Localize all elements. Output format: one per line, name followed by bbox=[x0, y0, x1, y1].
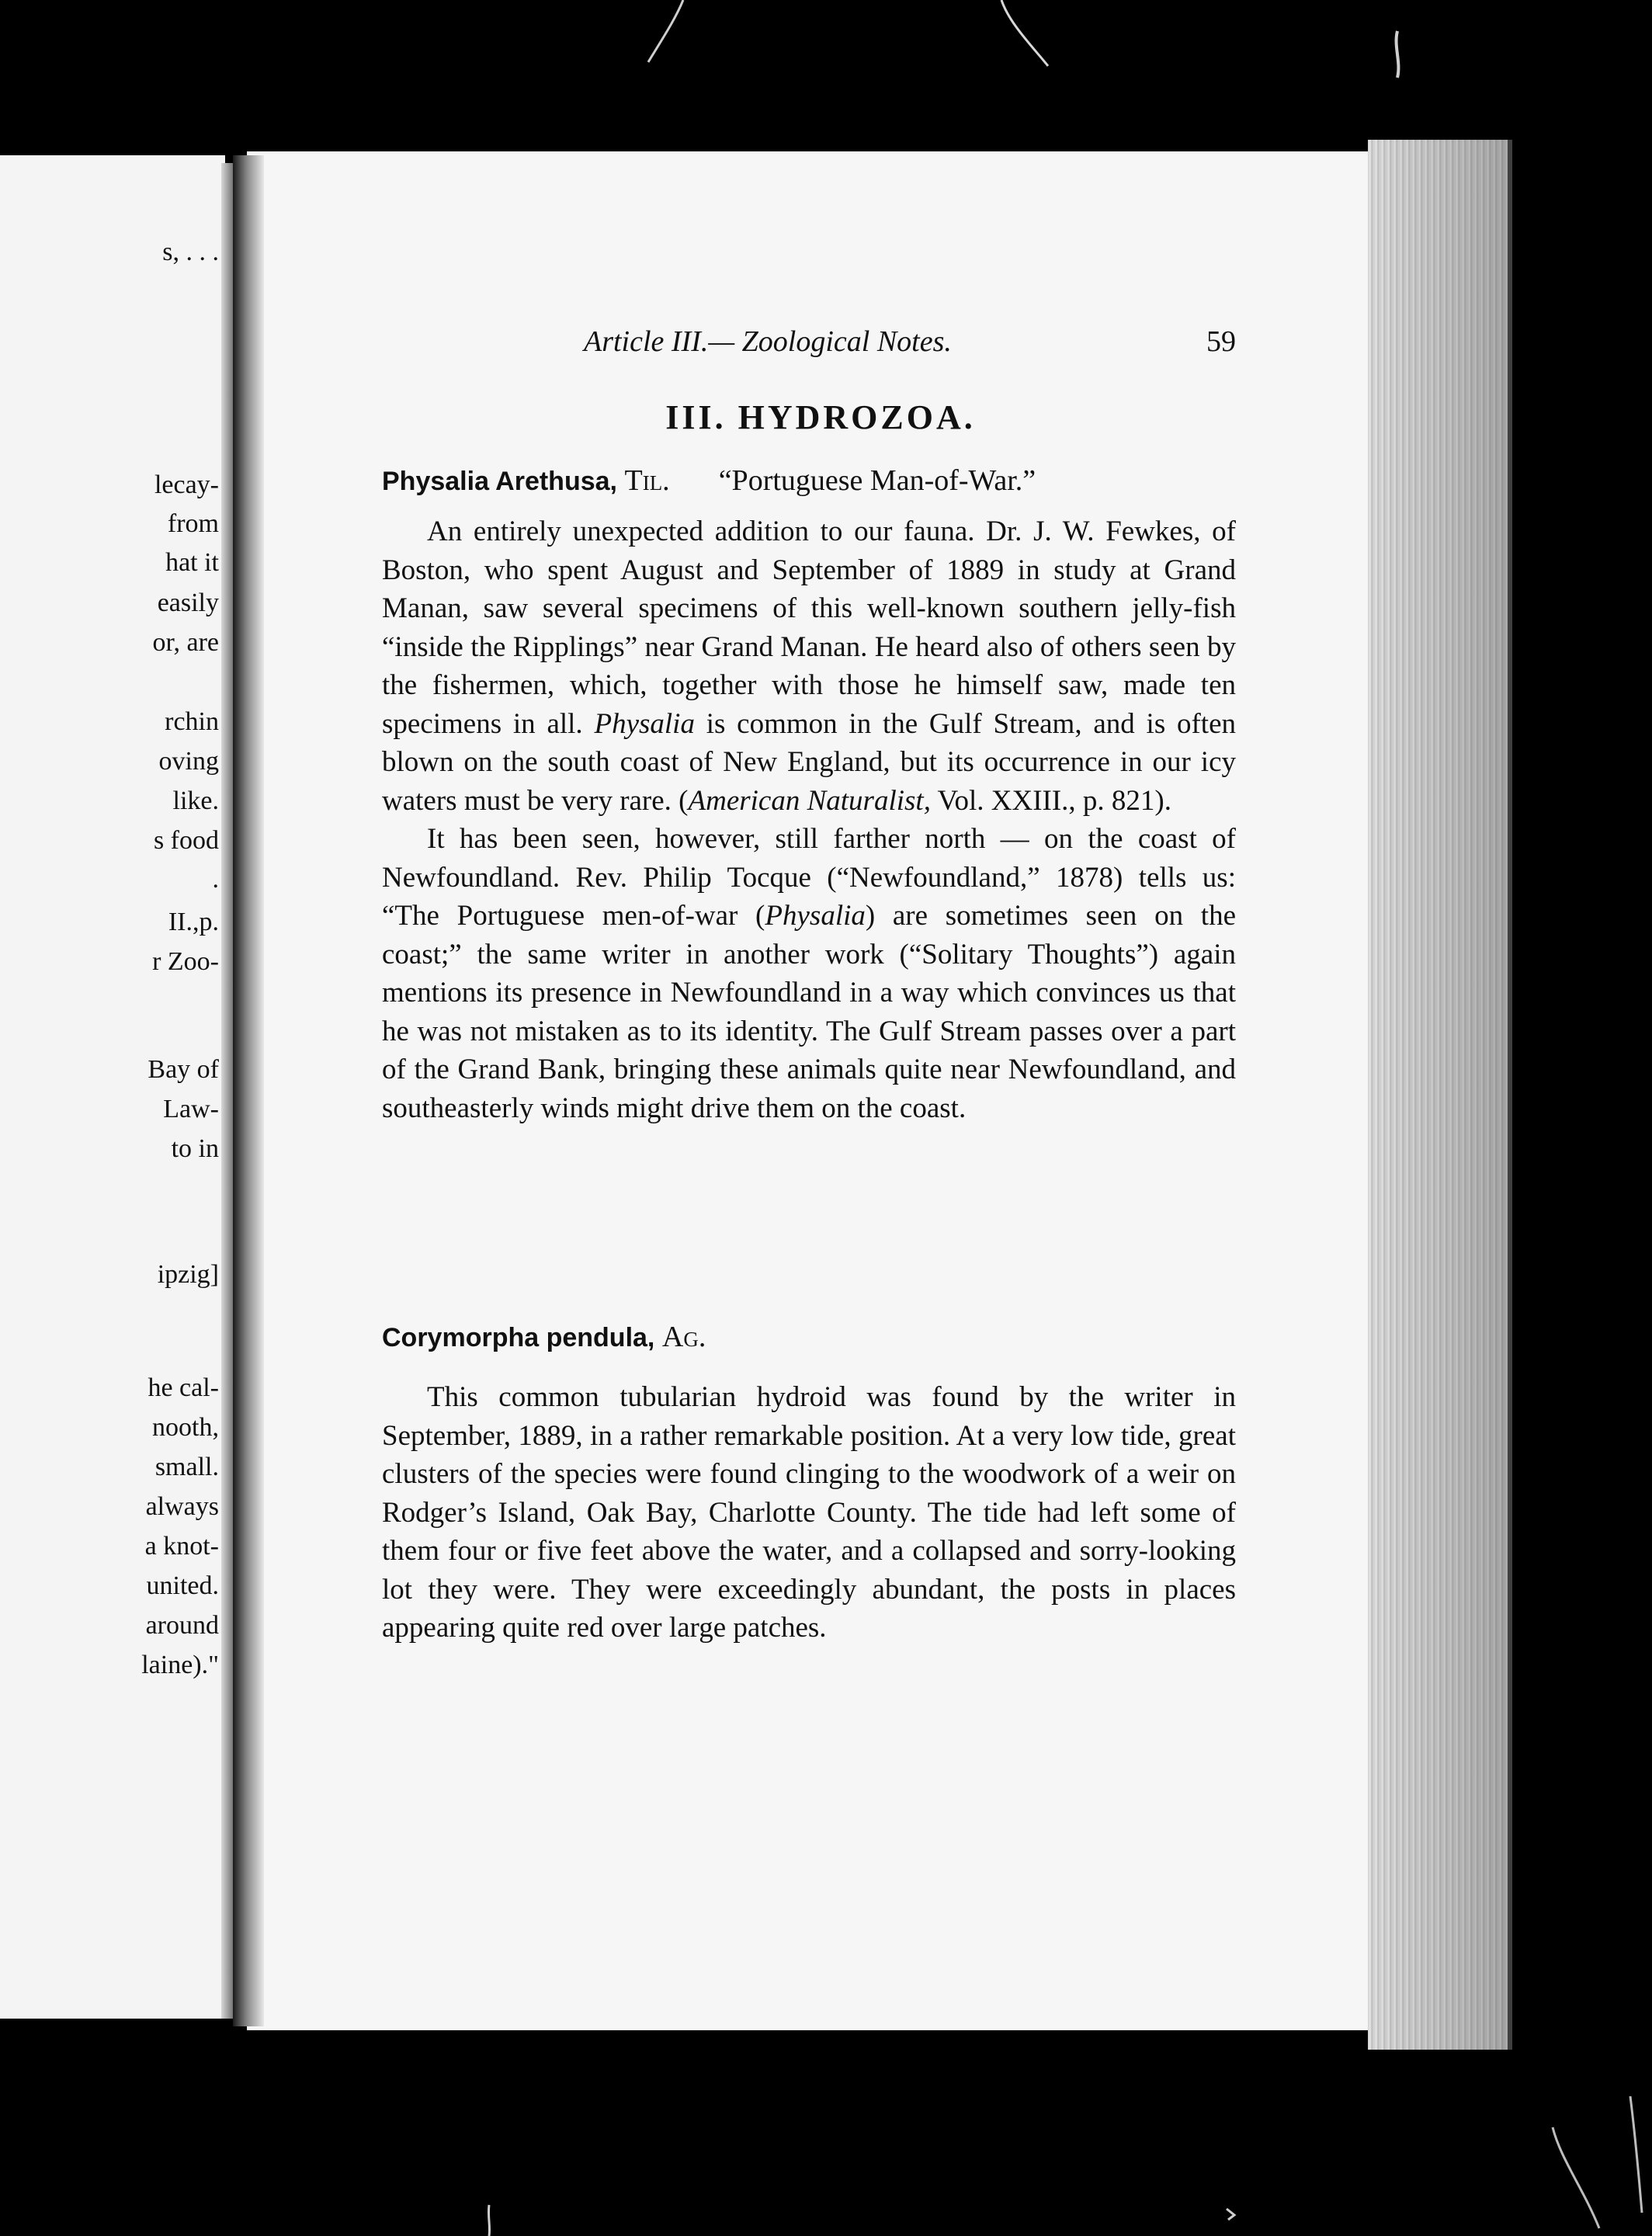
left-facing-page bbox=[0, 155, 225, 2019]
paragraph-corymorpha bbox=[382, 1378, 1236, 1647]
left-page-fragment: around bbox=[145, 1611, 219, 1640]
page-edges-shadow bbox=[1368, 140, 1512, 2050]
left-page-fragment: r Zoo- bbox=[152, 947, 219, 976]
paragraph-text: ) are sometimes seen on the coast;” the same writer in another work (“Solitary Thoughts”) again mentions its presence in Newfoundland in a way which convinces us that he was not mistaken as to its identity. The Gulf Stream passes over a part of the Grand Bank, bringing these animals quite near Newfoundland, and southeasterly winds might drive them on the coast. bbox=[382, 900, 1236, 1124]
paragraph-text: This common tubularian hydroid was found by the writer in September, 1889, in a rather remarkable position. At a very low tide, great clusters of the species were found clinging to the woodwork of a weir on Rodger’s Island, Oak Bay, Charlotte County. The tide had left some of them four or five feet above the water, and a collapsed and sorry-looking lot they were. They were exceedingly abundant, the posts in places appearing quite red over large patches. bbox=[382, 1381, 1236, 1644]
species-authority: Til. bbox=[624, 464, 670, 497]
left-page-fragment: Bay of bbox=[148, 1055, 219, 1084]
running-head-title: Article III.— Zoological Notes. bbox=[584, 325, 952, 358]
left-page-fragment: Law- bbox=[163, 1095, 219, 1123]
left-page-fragment: laine)." bbox=[141, 1651, 219, 1679]
left-page-fragment: hat it bbox=[165, 548, 219, 577]
paragraph-text: Vol. XXIII., p. 821). bbox=[930, 784, 1171, 817]
paragraph-physalia-fauna bbox=[382, 512, 1236, 1127]
left-page-fragment: rchin bbox=[165, 707, 219, 736]
italic-term: Physalia bbox=[765, 900, 866, 932]
left-page-fragment: II.,p. bbox=[168, 908, 219, 936]
left-page-fragment: he cal- bbox=[148, 1373, 219, 1402]
paragraph-text: is common in the Gulf Stream, and is often blown on the south coast of New England, but its occurrence in our icy waters must be very rare. ( bbox=[382, 707, 1237, 817]
left-page-fragment: s food bbox=[153, 826, 219, 855]
left-page-fragment: to in bbox=[171, 1134, 219, 1163]
left-page-fragment: or, are bbox=[152, 628, 219, 657]
species-heading-corymorpha bbox=[382, 1320, 706, 1354]
left-page-fragment: s, . . . bbox=[162, 238, 219, 266]
species-name: Physalia Arethusa, bbox=[382, 467, 617, 496]
species-name: Corymorpha pendula, bbox=[382, 1323, 655, 1352]
page-number: 59 bbox=[1206, 325, 1236, 358]
right-page-gutter bbox=[233, 155, 264, 2026]
common-name: “Portuguese Man-of-War.” bbox=[718, 464, 1036, 497]
section-title: III. HYDROZOA. bbox=[665, 398, 976, 436]
left-page-fragment: a knot- bbox=[144, 1532, 219, 1561]
left-page-fragment: easily bbox=[157, 589, 219, 617]
left-page-fragment: united. bbox=[146, 1571, 219, 1600]
paragraph-text: It has been seen, however, still farther north — on the coast of Newfoundland. Rev. Philip Tocque (“Newfoundland,” 1878) tells us: “The Portuguese men-of-war ( bbox=[382, 823, 1236, 932]
left-page-fragment: small. bbox=[154, 1453, 219, 1481]
left-page-fragment: ipzig] bbox=[157, 1260, 219, 1289]
left-page-fragment: like. bbox=[172, 786, 219, 815]
citation-title: American Naturalist, bbox=[688, 784, 931, 817]
running-head bbox=[382, 325, 1236, 365]
left-page-fragment: . bbox=[212, 865, 219, 894]
left-page-fragment: lecay- bbox=[154, 470, 219, 499]
left-page-fragment: from bbox=[167, 509, 219, 538]
paragraph-text: An entirely unexpected addition to our fauna. Dr. J. W. Fewkes, of Boston, who spent August and September of 1889 in study at Grand Manan, saw several specimens of this well-known southern jelly-fish “inside the Ripplings” near Grand Manan. He heard also of others seen by the fishermen, which, together with those he himself saw, made ten specimens in all. bbox=[382, 516, 1236, 740]
italic-term: Physalia bbox=[594, 707, 695, 740]
species-authority: Ag. bbox=[661, 1321, 706, 1353]
left-page-fragment: always bbox=[145, 1492, 219, 1521]
species-heading-physalia bbox=[382, 464, 1036, 498]
left-page-fragment: nooth, bbox=[152, 1413, 219, 1442]
left-page-fragment: oving bbox=[158, 747, 219, 776]
